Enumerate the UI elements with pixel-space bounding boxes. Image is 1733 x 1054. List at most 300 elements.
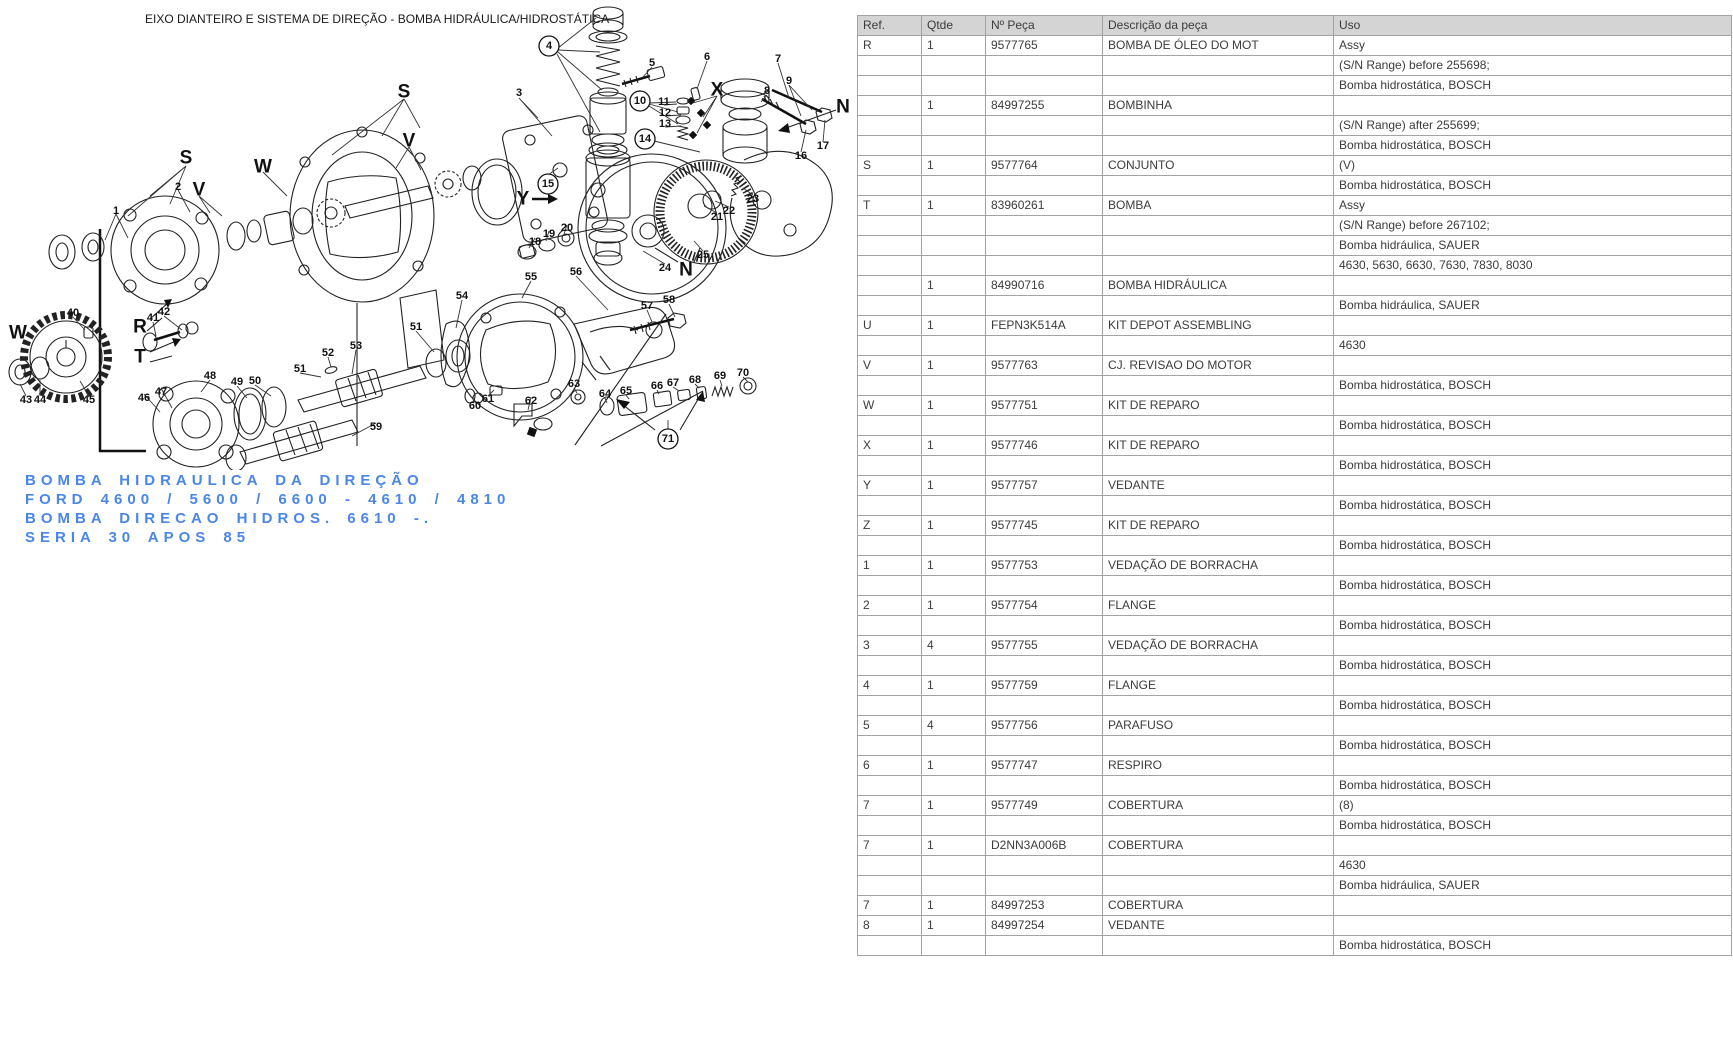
table-row [858,36,1732,56]
diagram-label-N: N [836,96,850,118]
table-row [858,836,1732,856]
pulley-and-rotor [578,151,832,302]
cell-uso: Bomba hidrostática, BOSCH [1334,776,1732,796]
diagram-label-40: 40 [66,307,80,319]
cell-part-number [986,576,1103,596]
cell-ref [858,696,922,716]
diagram-title: EIXO DIANTEIRO E SISTEMA DE DIREÇÃO - BOMBA HIDRÁULICA/HIDROSTÁTICA [145,12,610,26]
cell-description: CONJUNTO [1103,156,1334,176]
diagram-label-49: 49 [230,376,244,388]
table-row [858,656,1732,676]
cell-uso: 4630 [1334,336,1732,356]
cell-qtde [922,296,986,316]
cell-ref: 2 [858,596,922,616]
cell-uso: Bomba hidráulica, SAUER [1334,236,1732,256]
diagram-label-54: 54 [455,290,469,302]
cell-ref: R [858,36,922,56]
cell-ref [858,536,922,556]
cell-part-number [986,776,1103,796]
table-row [858,496,1732,516]
cell-part-number: 9577764 [986,156,1103,176]
cell-description: BOMBA DE ÓLEO DO MOT [1103,36,1334,56]
cell-uso: Bomba hidrostática, BOSCH [1334,576,1732,596]
cell-qtde [922,496,986,516]
table-body [858,36,1732,956]
diagram-label-62: 62 [524,395,538,407]
cell-qtde [922,736,986,756]
cell-ref [858,336,922,356]
diagram-label-6: 6 [703,51,711,63]
cell-description [1103,496,1334,516]
cell-part-number: 83960261 [986,196,1103,216]
cell-qtde [922,936,986,956]
cell-description: BOMBA [1103,196,1334,216]
cell-description: BOMBA HIDRÁULICA [1103,276,1334,296]
table-row [858,356,1732,376]
diagram-label-9: 9 [785,75,793,87]
cell-ref [858,776,922,796]
frame-lines [100,229,703,451]
cell-uso: (S/N Range) before 255698; [1334,56,1732,76]
cell-part-number: 9577753 [986,556,1103,576]
cell-part-number: 84990716 [986,276,1103,296]
cell-qtde: 1 [922,476,986,496]
cell-description [1103,616,1334,636]
cell-qtde [922,856,986,876]
cell-uso: Bomba hidrostática, BOSCH [1334,176,1732,196]
cell-ref [858,656,922,676]
cell-qtde: 1 [922,356,986,376]
cell-part-number [986,216,1103,236]
cell-description [1103,696,1334,716]
cell-part-number [986,536,1103,556]
cell-ref [858,416,922,436]
cell-qtde [922,76,986,96]
table-row [858,56,1732,76]
cell-part-number [986,256,1103,276]
diagram-label-65: 65 [619,385,633,397]
valve-stack [586,7,630,265]
cell-description: FLANGE [1103,676,1334,696]
table-row [858,796,1732,816]
diagram-label-57: 57 [640,300,654,312]
cell-qtde [922,376,986,396]
diagram-label-4: 4 [545,40,553,52]
table-row [858,376,1732,396]
cell-qtde [922,216,986,236]
cell-description: VEDAÇÃO DE BORRACHA [1103,556,1334,576]
cell-part-number [986,176,1103,196]
cell-part-number: 84997254 [986,916,1103,936]
cell-description [1103,56,1334,76]
cell-qtde: 1 [922,516,986,536]
table-row [858,856,1732,876]
cell-description: FLANGE [1103,596,1334,616]
diagram-label-3: 3 [515,87,523,99]
table-row [858,676,1732,696]
cell-ref [858,176,922,196]
cell-ref: 7 [858,896,922,916]
cell-description [1103,336,1334,356]
diagram-label-68: 68 [688,374,702,386]
diagram-label-69: 69 [713,370,727,382]
cell-ref [858,876,922,896]
cell-uso: Bomba hidrostática, BOSCH [1334,416,1732,436]
diagram-label-2: 2 [174,181,182,193]
diagram-label-56: 56 [569,266,583,278]
table-row [858,896,1732,916]
cell-description: KIT DE REPARO [1103,436,1334,456]
diagram-label-47: 47 [154,386,168,398]
cell-ref: Y [858,476,922,496]
cell-part-number [986,816,1103,836]
diagram-label-51: 51 [293,363,307,375]
cell-uso: Bomba hidrostática, BOSCH [1334,136,1732,156]
leader-lines [20,18,825,436]
caption-line-2: FORD 4600 / 5600 / 6600 - 4610 / 4810 [25,491,511,508]
cell-qtde [922,416,986,436]
diagram-label-51: 51 [409,321,423,333]
diagram-label-1: 1 [112,205,120,217]
diagram-label-41: 41 [146,312,160,324]
diagram-labels [9,36,850,449]
cell-uso: Bomba hidrostática, BOSCH [1334,816,1732,836]
diagram-label-64: 64 [598,388,612,400]
table-row [858,256,1732,276]
cell-description [1103,76,1334,96]
cell-ref: T [858,196,922,216]
cell-ref: Z [858,516,922,536]
cell-ref [858,936,922,956]
table-row [858,476,1732,496]
cell-description: VEDANTE [1103,916,1334,936]
cell-part-number: 9577756 [986,716,1103,736]
cell-part-number: 9577749 [986,796,1103,816]
col-header-part-number: Nº Peça [986,16,1103,36]
col-header-description: Descrição da peça [1103,16,1334,36]
parts-table [857,15,1732,956]
diagram-label-10: 10 [633,95,647,107]
cell-description [1103,416,1334,436]
cell-description [1103,256,1334,276]
cell-part-number [986,236,1103,256]
cell-uso: Bomba hidráulica, SAUER [1334,296,1732,316]
diagram-label-50: 50 [248,375,262,387]
table-row [858,196,1732,216]
diagram-label-70: 70 [736,367,750,379]
table-row [858,636,1732,656]
cell-uso: (8) [1334,796,1732,816]
table-row [858,576,1732,596]
diagram-label-S: S [179,147,193,169]
diagram-label-22: 22 [722,205,736,217]
table-row [858,456,1732,476]
table-row [858,736,1732,756]
table-row [858,76,1732,96]
cell-uso: Bomba hidrostática, BOSCH [1334,76,1732,96]
cell-uso [1334,396,1732,416]
cell-qtde: 1 [922,916,986,936]
cell-uso: (S/N Range) before 267102; [1334,216,1732,236]
cell-part-number [986,876,1103,896]
cell-uso [1334,356,1732,376]
table-row [858,776,1732,796]
cell-uso [1334,316,1732,336]
diagram-label-45: 45 [82,394,96,406]
cell-ref [858,456,922,476]
diagram-label-71: 71 [661,433,675,445]
cell-part-number: 9577757 [986,476,1103,496]
cell-part-number: 9577755 [986,636,1103,656]
cell-ref [858,816,922,836]
cell-uso [1334,896,1732,916]
cell-part-number [986,936,1103,956]
diagram-label-67: 67 [666,377,680,389]
outlet-bracket [574,307,686,380]
cell-part-number [986,416,1103,436]
cell-part-number [986,136,1103,156]
diagram-label-66: 66 [650,380,664,392]
cell-part-number: 84997253 [986,896,1103,916]
caption-line-3: BOMBA DIRECAO HIDROS. 6610 -. [25,510,433,527]
cell-part-number [986,736,1103,756]
cell-qtde [922,116,986,136]
cell-qtde: 1 [922,36,986,56]
bearing-housing [153,381,286,467]
cell-description [1103,856,1334,876]
cell-qtde: 1 [922,156,986,176]
cell-uso: Bomba hidrostática, BOSCH [1334,616,1732,636]
cell-ref [858,856,922,876]
cell-part-number [986,456,1103,476]
table-row [858,536,1732,556]
cell-qtde: 1 [922,396,986,416]
col-header-uso: Uso [1334,16,1732,36]
cell-description [1103,456,1334,476]
cell-ref: W [858,396,922,416]
cell-part-number: 9577765 [986,36,1103,56]
cell-qtde: 1 [922,756,986,776]
diagram-label-15: 15 [541,178,555,190]
cell-uso [1334,436,1732,456]
cell-uso: 4630 [1334,856,1732,876]
diagram-label-16: 16 [794,150,808,162]
cell-ref: U [858,316,922,336]
cell-ref: X [858,436,922,456]
cell-qtde: 4 [922,636,986,656]
cell-qtde [922,456,986,476]
cell-ref: V [858,356,922,376]
cell-ref [858,56,922,76]
table-row [858,936,1732,956]
cell-qtde [922,256,986,276]
cell-uso [1334,716,1732,736]
diagram-label-46: 46 [137,392,151,404]
cell-ref [858,616,922,636]
table-row [858,916,1732,936]
diagram-label-21: 21 [710,211,724,223]
cell-qtde: 1 [922,96,986,116]
cell-ref: 8 [858,916,922,936]
cell-description: KIT DEPOT ASSEMBLING [1103,316,1334,336]
table-row [858,156,1732,176]
diagram-label-60: 60 [468,400,482,412]
cell-description [1103,136,1334,156]
table-row [858,396,1732,416]
cell-qtde: 1 [922,436,986,456]
cell-ref [858,736,922,756]
diagram-label-R: R [133,316,147,338]
cell-part-number: D2NN3A006B [986,836,1103,856]
table-row [858,336,1732,356]
front-flange-assembly [49,166,481,304]
diagram-label-63: 63 [567,378,581,390]
cell-part-number: 9577745 [986,516,1103,536]
cell-part-number: 9577754 [986,596,1103,616]
diagram-label-20: 20 [560,222,574,234]
cell-part-number [986,496,1103,516]
cell-ref [858,236,922,256]
cell-ref [858,256,922,276]
diagram-label-48: 48 [203,370,217,382]
table-row [858,556,1732,576]
diagram-label-X: X [710,79,724,101]
cell-qtde [922,536,986,556]
cell-part-number: 9577751 [986,396,1103,416]
diagram-label-Y: Y [516,188,530,210]
cell-description [1103,736,1334,756]
cell-part-number [986,856,1103,876]
diagram-label-55: 55 [524,271,538,283]
cell-qtde: 1 [922,196,986,216]
table-row [858,596,1732,616]
table-row [858,136,1732,156]
diagram-label-61: 61 [481,393,495,405]
cell-uso: Bomba hidrostática, BOSCH [1334,536,1732,556]
cell-part-number [986,376,1103,396]
cell-description [1103,656,1334,676]
cell-uso: Bomba hidrostática, BOSCH [1334,736,1732,756]
cell-qtde [922,236,986,256]
cell-uso [1334,676,1732,696]
table-row [858,276,1732,296]
exploded-diagram [0,0,855,470]
cell-description [1103,536,1334,556]
cell-ref: 4 [858,676,922,696]
cell-uso [1334,556,1732,576]
cell-ref: S [858,156,922,176]
cell-part-number: 9577747 [986,756,1103,776]
diagram-label-44: 44 [33,394,47,406]
diagram-label-V: V [192,179,206,201]
cell-uso: Bomba hidrostática, BOSCH [1334,696,1732,716]
cell-uso [1334,476,1732,496]
cell-ref [858,496,922,516]
cell-qtde [922,56,986,76]
cell-ref [858,136,922,156]
diagram-label-25: 25 [696,249,710,261]
diagram-label-S: S [397,81,411,103]
table-row [858,216,1732,236]
cell-qtde [922,616,986,636]
cell-part-number [986,56,1103,76]
cell-part-number: FEPN3K514A [986,316,1103,336]
cell-description: PARAFUSO [1103,716,1334,736]
cell-description [1103,216,1334,236]
cell-ref: 7 [858,796,922,816]
cell-description [1103,876,1334,896]
cell-uso [1334,516,1732,536]
cell-qtde [922,336,986,356]
caption-line-4: SERIA 30 APOS 85 [25,529,251,546]
diagram-label-N: N [679,259,693,281]
table-row [858,696,1732,716]
diagram-label-T: T [134,346,146,368]
diagram-label-W: W [254,156,272,178]
cell-uso [1334,276,1732,296]
cell-qtde [922,776,986,796]
cell-uso: (S/N Range) after 255699; [1334,116,1732,136]
cell-uso: (V) [1334,156,1732,176]
cell-description: CJ. REVISAO DO MOTOR [1103,356,1334,376]
cell-description: RESPIRO [1103,756,1334,776]
cell-ref [858,116,922,136]
cell-description: BOMBINHA [1103,96,1334,116]
cell-ref: 3 [858,636,922,656]
cell-description [1103,816,1334,836]
cell-uso: 4630, 5630, 6630, 7630, 7830, 8030 [1334,256,1732,276]
diagram-label-12: 12 [658,107,672,119]
cell-part-number [986,336,1103,356]
cell-ref: 7 [858,836,922,856]
cell-description [1103,376,1334,396]
table-row [858,316,1732,336]
cell-ref: 1 [858,556,922,576]
cell-qtde: 1 [922,896,986,916]
cell-uso: Bomba hidrostática, BOSCH [1334,936,1732,956]
cell-uso [1334,596,1732,616]
table-row [858,96,1732,116]
cell-part-number [986,76,1103,96]
cell-ref [858,276,922,296]
cell-description [1103,116,1334,136]
diagram-label-18: 18 [528,236,542,248]
cell-uso: Assy [1334,36,1732,56]
cell-description [1103,576,1334,596]
cell-part-number [986,296,1103,316]
cell-part-number: 9577763 [986,356,1103,376]
cell-qtde: 1 [922,316,986,336]
diagram-label-5: 5 [648,57,656,69]
cell-part-number: 9577746 [986,436,1103,456]
cell-description [1103,176,1334,196]
cell-part-number [986,696,1103,716]
cell-description [1103,236,1334,256]
table-row [858,116,1732,136]
cell-ref [858,216,922,236]
table-header-row [858,16,1732,36]
cell-qtde [922,876,986,896]
caption-line-1: BOMBA HIDRAULICA DA DIREÇÃO [25,472,424,489]
cell-qtde: 4 [922,716,986,736]
cell-qtde: 1 [922,796,986,816]
diagram-label-59: 59 [369,421,383,433]
cell-ref [858,576,922,596]
cell-description [1103,296,1334,316]
col-header-ref: Ref. [858,16,922,36]
cell-qtde: 1 [922,676,986,696]
cell-ref [858,76,922,96]
